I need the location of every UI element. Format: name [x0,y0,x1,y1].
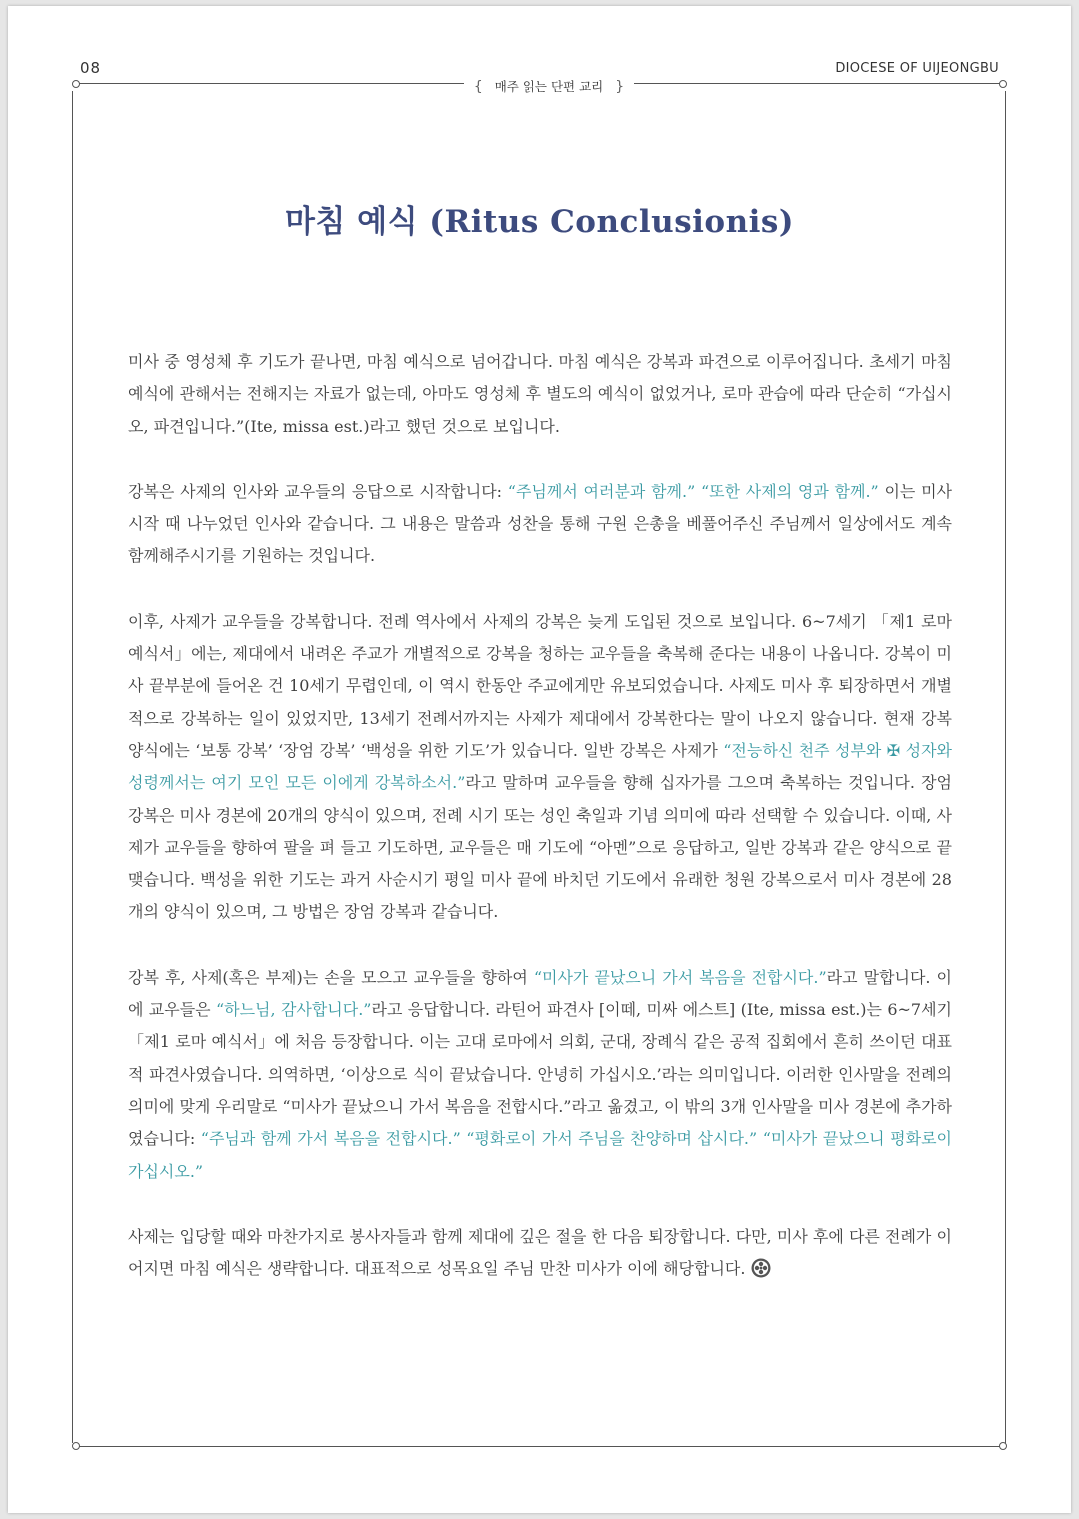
paragraph-4 [128,962,952,1188]
paragraph-1 [128,346,952,443]
paragraph-2 [128,476,952,573]
quoted-dismissals: “주님과 함께 가서 복음을 전합시다.” “평화로이 가서 주님을 찬양하며 삽시다.” “미사가 끝났으니 평화로이 가십시오.” [128,1129,952,1181]
paragraph-text: 이는 미사 시작 때 나누었던 인사와 같습니다. 그 내용은 말씀과 성찬을 통해 구원 은총을 베풀어주신 주님께서 일상에서도 계속 함께해주시기를 기원하는 것입니다. [128,481,952,566]
right-brace-icon: } [615,79,625,95]
paragraph-text: 강복 후, 사제(혹은 부제)는 손을 모으고 교우들을 향하여 [128,967,534,987]
top-rule-right [634,83,1002,84]
paragraph-text: 강복은 사제의 인사와 교우들의 응답으로 시작합니다: [128,481,508,501]
corner-dot-icon [999,1442,1007,1450]
frame-right [1005,91,1006,1443]
quoted-response: “하느님, 감사합니다.” [215,1000,372,1020]
paragraph-3 [128,606,952,929]
paragraph-5 [128,1221,952,1286]
top-rule-left [79,83,464,84]
left-brace-icon: { [473,79,483,95]
quoted-dismissal: “미사가 끝났으니 가서 복음을 전합시다.” [533,967,827,987]
cross-icon: ✠ [886,740,901,760]
quoted-blessing: 성자와 성령께서는 여기 모인 모든 이에게 강복하소서.” [128,740,952,793]
corner-dot-icon [72,1442,80,1450]
article-title: 마침 예식 (Ritus Conclusionis) [284,204,795,240]
article-body [128,346,952,1318]
frame-left [72,91,73,1443]
paragraph-text: 라고 말하며 교우들을 향해 십자가를 그으며 축복하는 것입니다. 장엄 강복은 미사 경본에 20개의 양식이 있으며, 전례 시기 또는 성인 축일과 기념 의미에 따라 선택할 수 있습니다. 이때, 사제가 교우들을 향하여 팔을 펴 들고 기도하면, 교우들은 매 기도에 “아멘”으로 응답하고, 일반 강복과 같은 양식으로 끝맺습니다. 백성을 위한 기도는 과거 사순시기 평일 미사 끝에 바치던 기도에서 유래한 청원 강복으로서 미사 경본에 28개의 양식이 있으며, 그 방법은 장엄 강복과 같습니다. [128,773,952,922]
end-ornament-icon [751,1258,771,1278]
page-number: 08 [80,59,102,77]
series-title-text: 매주 읽는 단편 교리 [494,79,604,94]
quoted-blessing: “전능하신 천주 성부와 [723,740,887,760]
quoted-greeting: “주님께서 여러분과 함께.” “또한 사제의 영과 함께.” [507,481,879,501]
paragraph-text: 라고 응답합니다. 라틴어 파견사 [이떼, 미싸 에스트] (Ite, missa est.)는 6~7세기 「제1 로마 예식서」에 처음 등장합니다. 이는 고대 로마에서 의회, 군대, 장례식 같은 공적 집회에서 흔히 쓰이던 대표적 파견사였습니다. 의역하면, ‘이상으로 식이 끝났습니다. 안녕히 가십시오.’라는 의미입니다. 이러한 인사말을 전례의 의미에 맞게 우리말로 “미사가 끝났으니 가서 복음을 전합시다.”라고 옮겼고, 이 밖의 3개 인사말을 미사 경본에 추가하였습니다: [128,1000,953,1149]
paragraph-text: 사제는 입당할 때와 마찬가지로 봉사자들과 함께 제대에 깊은 절을 한 다음 퇴장합니다. 다만, 미사 후에 다른 전례가 이어지면 마침 예식은 생략합니다. 대표적으로 성목요일 주님 만찬 미사가 이에 해당합니다. [128,1226,952,1279]
corner-dot-icon [72,80,80,88]
series-title [469,77,629,95]
bottom-rule [79,1446,1002,1447]
paragraph-text: 이후, 사제가 교우들을 강복합니다. 전례 역사에서 사제의 강복은 늦게 도입된 것으로 보입니다. 6~7세기 「제1 로마 예식서」에는, 제대에서 내려온 주교가 개별적으로 강복을 청하는 교우들을 축복해 준다는 내용이 나옵니다. 강복이 미사 끝부분에 들어온 건 10세기 무렵인데, 이 역시 한동안 주교에게만 유보되었습니다. 사제도 미사 후 퇴장하면서 개별적으로 강복하는 일이 있었지만, 13세기 전례서까지는 사제가 제대에서 강복한다는 말이 나오지 않습니다. 현재 강복 양식에는 ‘보통 강복’ ‘장엄 강복’ ‘백성을 위한 기도’가 있습니다. 일반 강복은 사제가 [128,611,952,760]
corner-dot-icon [999,80,1007,88]
paragraph-text: 라고 말합니다. 이에 교우들은 [128,967,953,1020]
publisher-name: DIOCESE OF UIJEONGBU [835,61,999,76]
paragraph-text: 미사 중 영성체 후 기도가 끝나면, 마침 예식으로 넘어갑니다. 마침 예식은 강복과 파견으로 이루어집니다. 초세기 마침 예식에 관해서는 전해지는 자료가 없는데, 아마도 영성체 후 별도의 예식이 없었거나, 로마 관습에 따라 단순히 “가십시오, 파견입니다.”(Ite, missa est.)라고 했던 것으로 보입니다. [128,352,952,436]
